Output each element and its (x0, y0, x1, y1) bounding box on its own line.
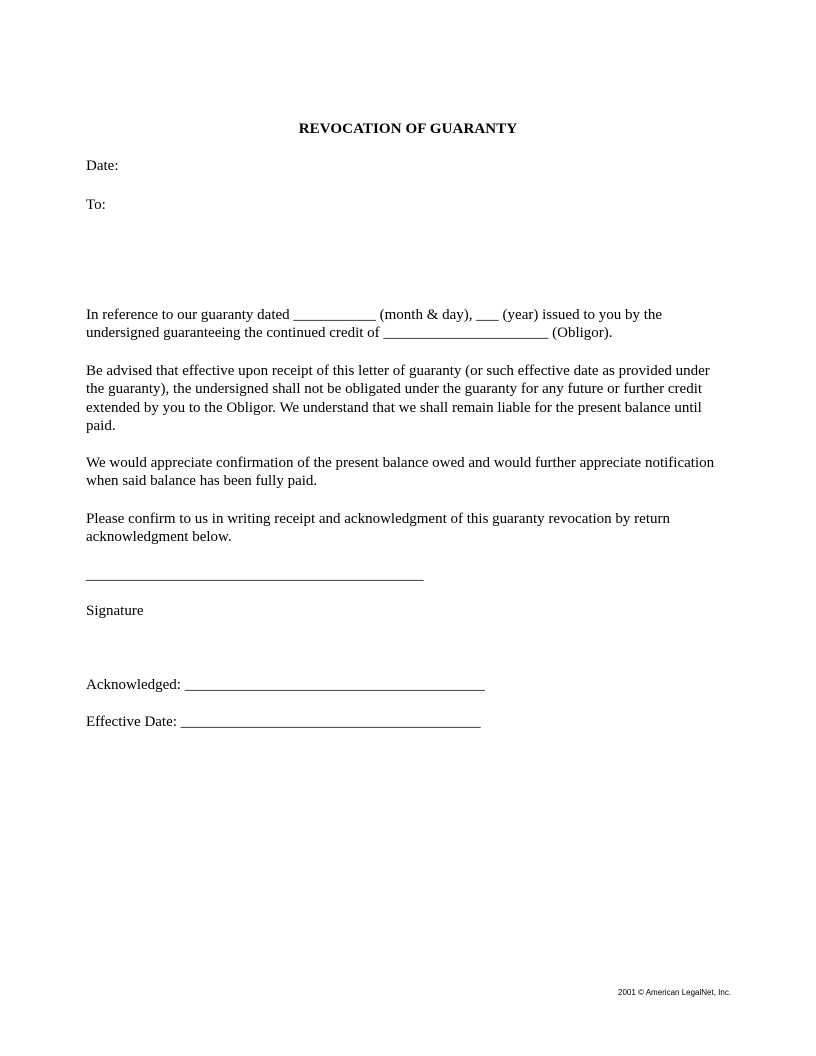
paragraph-line: In reference to our guaranty dated ___________ (month & day), ___ (year) issued to you by the (86, 307, 663, 323)
effective-date-line: Effective Date: ________________________________________ (86, 714, 481, 730)
paragraph-line: Be advised that effective upon receipt of this letter of guaranty (or such effective date as provided under (86, 363, 710, 379)
paragraph-line: We would appreciate confirmation of the present balance owed and would further appreciate notification (86, 455, 715, 471)
paragraph-line: paid. (86, 417, 116, 434)
acknowledged-line: Acknowledged: ________________________________________ (86, 677, 485, 693)
date-label: Date: (86, 158, 119, 174)
acknowledgment-request-paragraph (86, 510, 766, 547)
paragraph-line: acknowledgment below. (86, 529, 232, 546)
document-title: REVOCATION OF GUARANTY (298, 121, 518, 137)
copyright-footer: 2001 © American LegalNet, Inc. (618, 988, 732, 997)
confirmation-paragraph (86, 454, 766, 491)
to-label: To: (86, 197, 106, 213)
paragraph-line: when said balance has been fully paid. (86, 473, 318, 490)
signature-line: _____________________________________________ (86, 567, 424, 583)
advisory-paragraph (86, 362, 766, 435)
reference-paragraph (86, 306, 766, 343)
paragraph-line: extended by you to the Obligor. We understand that we shall remain liable for the present balance until (86, 399, 702, 416)
paragraph-line: Please confirm to us in writing receipt and acknowledgment of this guaranty revocation by return (86, 511, 670, 527)
paragraph-line: undersigned guaranteeing the continued credit of ______________________ (Obligor). (86, 325, 613, 342)
paragraph-line: the guaranty), the undersigned shall not be obligated under the guaranty for any future or further credit (86, 381, 703, 398)
signature-label: Signature (86, 603, 144, 619)
